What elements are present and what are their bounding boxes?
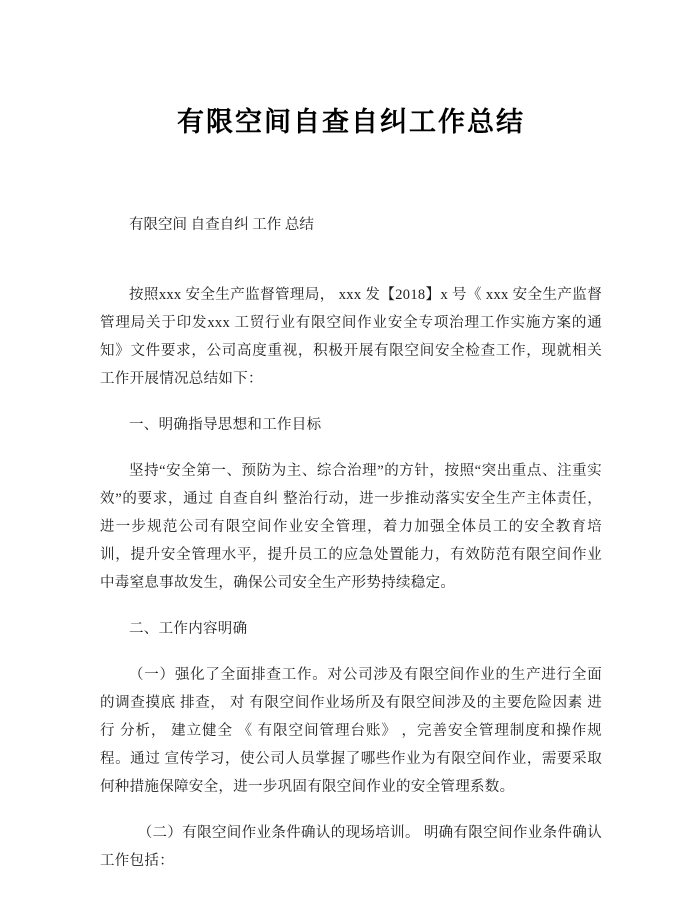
document-subtitle: 有限空间 自查自纠 工作 总结 <box>129 217 314 233</box>
document-title: 有限空间自查自纠工作总结 <box>177 107 525 137</box>
section-heading-2: 二、工作内容明确 <box>129 621 248 637</box>
paragraph-guiding-principles: 坚持“安全第一、预防为主、综合治理”的方针，按照“突出重点、注重实效”的要求，通过 自查自纠 整治行动，进一步推动落实安全生产主体责任，进一步规范公司有限空间作业安全管理，着力加强全体员工的安全教育培训，提升安全管理水平，提升员工的应急处置能力，有效防范有限空间作业中毒窒息事故发生，确保公司安全生产形势持续稳定。 <box>100 463 602 591</box>
section-heading-1: 一、明确指导思想和工作目标 <box>129 417 322 433</box>
paragraph-intro: 按照xxx 安全生产监督管理局， xxx 发【2018】x 号《 xxx 安全生产监督管理局关于印发xxx 工贸行业有限空间作业安全专项治理工作实施方案的通知》文件要求，公司高度重视，积极开展有限空间安全检查工作，现就相关工作开展情况总结如下： <box>100 287 602 387</box>
paragraph-work-item-1: （一）强化了全面排查工作。对公司涉及有限空间作业的生产进行全面的调查摸底 排查， 对 有限空间作业场所及有限空间涉及的主要危险因素 进行 分析， 建立健全 《 有限空间管理台账》 ，完善安全管理制度和操作规程。通过 宣传学习，使公司人员掌握了哪些作业为有限空间作业，需要采取何种措施保障安全，进一步巩固有限空间作业的安全管理系数。 <box>100 667 602 795</box>
paragraph-work-item-2: （二）有限空间作业条件确认的现场培训。 明确有限空间作业条件确认工作包括： <box>100 825 602 869</box>
